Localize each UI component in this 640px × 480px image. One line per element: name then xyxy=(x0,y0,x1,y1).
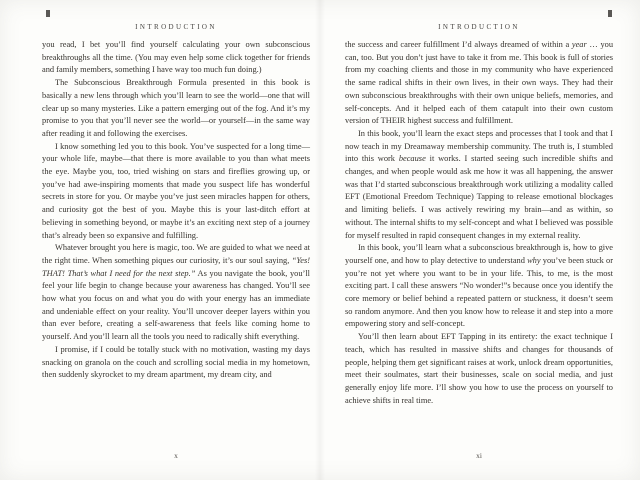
running-header-right: INTRODUCTION xyxy=(438,23,520,31)
paragraph: I know something led you to this book. You’ve suspected for a long time—your whole life, maybe—that there is more available to you than what meets the eye. Maybe you, too, tried wishing on stars and fireflies growing up, or you’ve had awe-inspiring moments that made you suspect life has wonderful secrets in store for you. Or maybe you’ve just seen miracles happen for others, and curiosity got the best of you. Maybe this is your last-ditch effort at believing in something beyond, or maybe it’s an exciting next step of a journey that’s already been so expansive and fulfilling. xyxy=(42,141,310,240)
page-body-left xyxy=(42,39,310,382)
paragraph: you read, I bet you’ll find yourself calculating your own subconscious breakthroughs all the time. (You may even help some click together for friends and family members, something I have way too much fun doing.) xyxy=(42,40,310,75)
paragraph: In this book, you’ll learn what a subconscious breakthrough is, how to give yourself one, and how to play detective to understand why you’ve been stuck or you’re not yet where you want to be in your life. This, to me, is the most exciting part. I call these answers “No wonder!”s because once you identify the core memory or belief behind a repeated pattern or stuckness, it doesn’t seem so random anymore. And then you know how to release it and step into a more empowering story and self-concept. xyxy=(345,243,613,329)
page-body-right xyxy=(345,39,613,407)
page-right xyxy=(320,0,640,480)
paragraph: I promise, if I could be totally stuck with no motivation, wasting my days snacking on granola on the couch and scrolling social media in my hometown, then suddenly skyrocket to my dream apartment, my dream city, and xyxy=(42,344,310,380)
paragraph: Whatever brought you here is magic, too. We are guided to what we need at the right time. When something piques our curiosity, it’s our soul saying, “Yes! THAT! That’s what I need for the next step.” As you navigate the book, you’ll feel your life begin to change because your awareness has changed. You’ll see how what you focus on and what you do with your energy has an immediate and undeniable effect on your reality. You’ll uncover deeper layers within you than ever before, creating a self-awareness that feels like coming home to yourself. And you’ll learn all the tools you need to radically shift everything. xyxy=(42,243,310,342)
page-number-right: xi xyxy=(476,451,482,460)
paragraph: the success and career fulfillment I’d always dreamed of within a year … you can, too. But you don’t just have to take it from me. This book is full of stories from my coaching clients and those in my community who have experienced the same radical shifts in their own lives, in their own ways. They had their own subconscious breakthroughs with their own unique beliefs, memories, and self-concepts. And it helped each of them catapult into their own custom version of THEIR highest success and fulfillment. xyxy=(345,40,614,126)
paragraph: You’ll then learn about EFT Tapping in its entirety: the exact technique I teach, which has resulted in massive shifts and changes for thousands of people, helping them get significant raises at work, unlock dream opportunities, meet their soulmates, start their businesses, scale on social media, and just generally enjoy life more. I’ll show you how to use the process on yourself to achieve shifts in real time. xyxy=(345,332,613,405)
paragraph: The Subconscious Breakthrough Formula presented in this book is basically a new lens through which you’ll learn to see the world—one that will clear up so many mysteries. Like a pattern emerging out of the fog. And it’s my promise to you that you’ll never see the world—or yourself—in the same way after reading it and following the exercises. xyxy=(42,78,310,138)
page-number-left: x xyxy=(174,451,178,460)
paragraph: In this book, you’ll learn the exact steps and processes that I took and that I now teach in my Dreamaway membership community. The truth is, I stumbled into this work because it works. I started seeing such incredible shifts and changes, and when people would ask me how it was all happening, the answer was that I’d started subconscious breakthrough work utilizing a modality called EFT (Emotional Freedom Technique) Tapping to release emotional blockages and limiting beliefs. I was actively rewiring my brain—and as within, so without. The internal shifts to my self-concept and what I believed was possible for myself resulted in rapid consequent changes in my external reality. xyxy=(345,128,613,240)
running-header-left: INTRODUCTION xyxy=(135,23,217,31)
